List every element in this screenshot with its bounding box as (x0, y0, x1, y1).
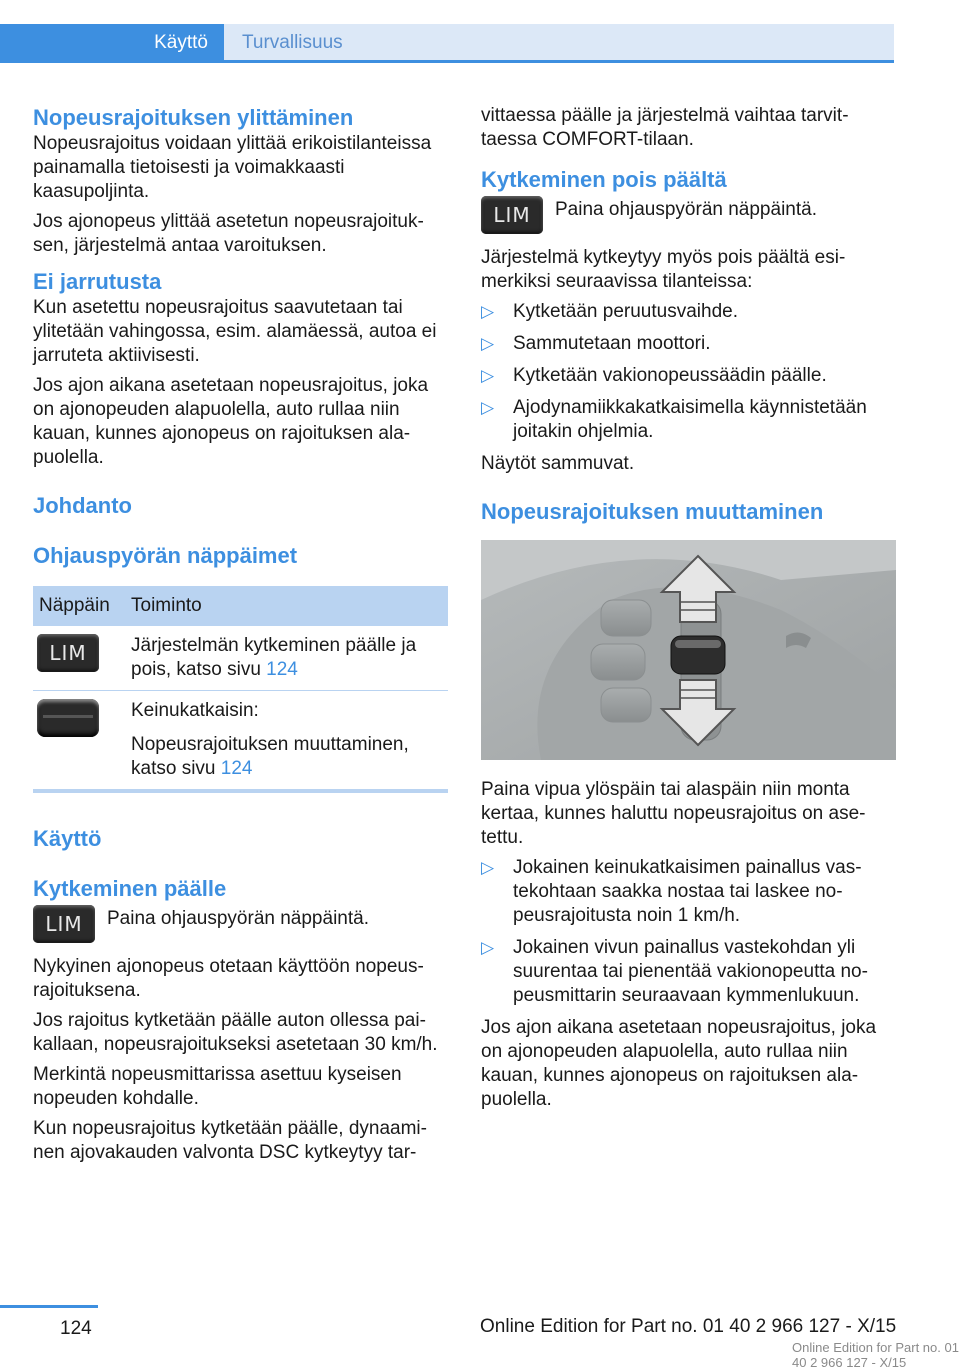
watermark: Online Edition for Part no. 01 40 2 966 127 - X/15 (792, 1340, 959, 1370)
heading-ylittaminen: Nopeusrajoituksen ylittäminen (33, 105, 354, 130)
paragraph: Jos rajoitus kytketään päälle auton ollessa paikallaan, nopeusrajoitukseksi asetetaan 30 km/h. (33, 1010, 438, 1055)
right-column (481, 100, 896, 1118)
left-column (33, 100, 448, 1171)
tab-turvallisuus[interactable]: Turvallisuus (224, 24, 894, 62)
paragraph: Kun asetettu nopeusrajoitus saavutetaan tai ylitetään vahingossa, esim. alamäessä, autoa ei jarruteta aktiivisesti. (33, 297, 437, 366)
paragraph: Järjestelmä kytkeytyy myös pois päältä esimerkiksi seuraavissa tilanteissa: (481, 247, 846, 292)
tab-kaytto[interactable]: Käyttö (0, 24, 224, 62)
list-item: ▷ Sammutetaan moottori. (481, 332, 896, 356)
list-item: ▷ Jokainen vivun painallus vastekohdan yli suurentaa tai pienentää vakionopeutta nopeusmittarin seuraavaan kymmenlukuun. (481, 936, 896, 1008)
page-link-124[interactable]: 124 (266, 659, 298, 680)
paragraph: Nykyinen ajonopeus otetaan käyttöön nopeusrajoituksena. (33, 956, 424, 1001)
table-row (33, 626, 448, 691)
paragraph: Nopeusrajoitus voidaan ylittää erikoistilanteissa painamalla tietoisesti ja voimakkaasti kaasupoljinta. (33, 133, 432, 202)
col-toiminto: Toiminto (125, 586, 448, 626)
paragraph: Näytöt sammuvat. (481, 453, 635, 474)
paragraph: vittaessa päälle ja järjestelmä vaihtaa tarvittaessa COMFORT-tilaan. (481, 105, 849, 150)
rocker-switch-icon (37, 699, 99, 737)
instruction-lim (481, 196, 896, 234)
table-header-row (33, 586, 448, 626)
heading-kytkeminen-pois: Kytkeminen pois päältä (481, 167, 727, 192)
page-number: 124 (60, 1318, 92, 1339)
instruction-lim (33, 905, 448, 943)
col-nappain: Näppäin (33, 586, 125, 626)
heading-kytkeminen-paalle: Kytkeminen päälle (33, 876, 227, 901)
heading-johdanto: Johdanto (33, 493, 132, 518)
edition-info: Online Edition for Part no. 01 40 2 966 127 - X/15 (480, 1316, 897, 1337)
paragraph: Kun nopeusrajoitus kytketään päälle, dynaaminen ajovakauden valvonta DSC kytkeytyy tar- (33, 1118, 427, 1163)
paragraph: Merkintä nopeusmittarissa asettuu kyseisen nopeuden kohdalle. (33, 1064, 402, 1109)
steering-wheel-icon (481, 540, 896, 760)
lim-button-icon: LIM (33, 905, 95, 943)
header-divider (0, 60, 894, 63)
conditions-list (481, 300, 896, 444)
footer-divider (0, 1305, 98, 1308)
row-text: Nopeusrajoituksen muuttaminen, katso sivu (131, 734, 409, 779)
steps-list (481, 856, 896, 1008)
paragraph: Jos ajon aikana asetetaan nopeusrajoitus, joka on ajonopeuden alapuolella, auto rullaa niin kauan, kunnes ajonopeus on rajoituksen alapuolella. (481, 1017, 877, 1110)
lim-button-icon: LIM (37, 634, 99, 672)
page-link-124[interactable]: 124 (220, 758, 253, 779)
row-text: Järjestelmän kytkeminen päälle ja pois, katso sivu (131, 635, 417, 680)
paragraph: Paina ohjauspyörän näppäintä. (555, 199, 817, 220)
heading-kaytto: Käyttö (33, 826, 102, 851)
paragraph: Jos ajon aikana asetetaan nopeusrajoitus, joka on ajonopeuden alapuolella, auto rullaa niin kauan, kunnes ajonopeus on rajoituksen alapuolella. (33, 375, 429, 468)
heading-muuttaminen: Nopeusrajoituksen muuttaminen (481, 499, 824, 524)
paragraph: Paina ohjauspyörän näppäintä. (107, 908, 369, 929)
table-row (33, 691, 448, 792)
lim-button-icon: LIM (481, 196, 543, 234)
keys-table (33, 586, 448, 793)
list-item: ▷ Kytketään peruutusvaihde. (481, 300, 896, 324)
page-header (0, 0, 960, 64)
list-item: ▷ Ajodynamiikkakatkaisimella käynnistetään joitakin ohjelmia. (481, 396, 896, 444)
heading-ei-jarrutusta: Ei jarrutusta (33, 269, 162, 294)
paragraph: Jos ajonopeus ylittää asetetun nopeusrajoituksen, järjestelmä antaa varoituksen. (33, 211, 424, 256)
paragraph: Paina vipua ylöspäin tai alaspäin niin monta kertaa, kunnes haluttu nopeusrajoitus on asetettu. (481, 779, 866, 848)
list-item: ▷ Jokainen keinukatkaisimen painallus vastekohtaan saakka nostaa tai laskee nopeusrajoitusta noin 1 km/h. (481, 856, 896, 928)
row-text: Keinukatkaisin: (131, 700, 259, 721)
list-item: ▷ Kytketään vakionopeussäädin päälle. (481, 364, 896, 388)
heading-ohjauspyoran-nappaimet: Ohjauspyörän näppäimet (33, 543, 298, 568)
steering-wheel-illustration (481, 540, 896, 760)
